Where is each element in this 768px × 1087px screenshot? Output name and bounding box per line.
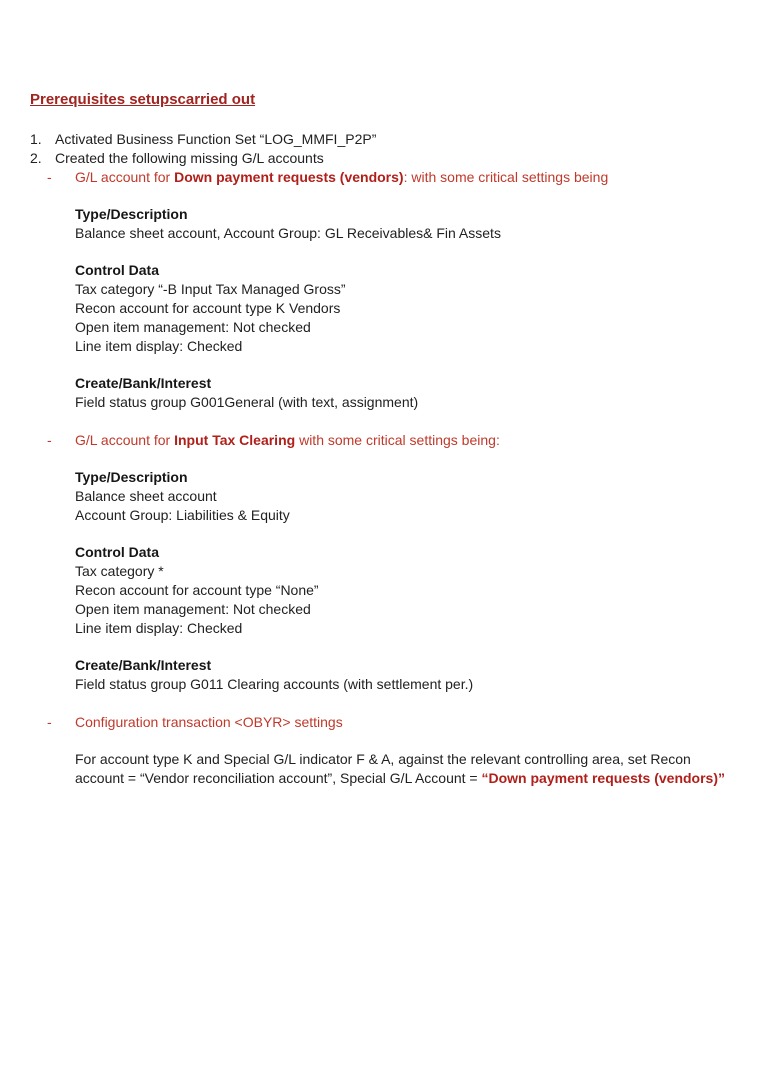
list-item-number: 1. xyxy=(30,131,42,147)
section-line: Field status group G011 Clearing accounts (with settlement per.) xyxy=(75,676,474,692)
section-heading: Type/Description xyxy=(75,206,188,222)
section-heading: Create/Bank/Interest xyxy=(75,657,212,673)
dash-bullet: - xyxy=(47,169,52,185)
bullet-text: Configuration transaction <OBYR> settings xyxy=(75,714,343,730)
section-type-description-1 xyxy=(75,205,737,243)
section-line: Open item management: Not checked xyxy=(75,601,311,617)
section-line: Open item management: Not checked xyxy=(75,319,311,335)
section-heading: Control Data xyxy=(75,262,159,278)
dash-bullet: - xyxy=(47,714,52,730)
bullet-text xyxy=(75,168,608,187)
bullet-text-suffix: with some critical settings being: xyxy=(295,432,500,448)
section-create-bank-interest-1 xyxy=(75,374,737,412)
list-item xyxy=(30,149,768,168)
section-line: Tax category * xyxy=(75,563,164,579)
dash-bullet: - xyxy=(47,432,52,448)
bullet-text-prefix: G/L account for xyxy=(75,432,175,448)
list-item-text: Created the following missing G/L accounts xyxy=(55,150,324,166)
prerequisites-list xyxy=(0,130,768,168)
list-item-text: Activated Business Function Set “LOG_MMFI_P2P” xyxy=(55,131,377,147)
bullet-text xyxy=(75,431,500,450)
section-line: Tax category “-B Input Tax Managed Gross” xyxy=(75,281,346,297)
section-heading: Create/Bank/Interest xyxy=(75,375,212,391)
bullet-text-suffix: : with some critical settings being xyxy=(403,169,609,185)
section-heading: Type/Description xyxy=(75,469,188,485)
section-control-data-2 xyxy=(75,543,737,638)
bullet-text-emphasis: Down payment requests (vendors) xyxy=(174,169,404,185)
section-type-description-2 xyxy=(75,468,737,525)
section-line: Balance sheet account xyxy=(75,488,217,504)
section-heading: Control Data xyxy=(75,544,159,560)
bullet-gl-account-down-payment xyxy=(0,168,768,187)
bullet-text-emphasis: Input Tax Clearing xyxy=(174,432,296,448)
bullet-gl-account-input-tax xyxy=(0,431,768,450)
closing-paragraph xyxy=(75,750,737,788)
section-line: Line item display: Checked xyxy=(75,338,243,354)
section-line: Recon account for account type “None” xyxy=(75,582,319,598)
bullet-configuration-obyr xyxy=(0,713,768,732)
list-item-number: 2. xyxy=(30,150,42,166)
section-line: Field status group G001General (with text, assignment) xyxy=(75,394,419,410)
section-line: Line item display: Checked xyxy=(75,620,243,636)
section-control-data-1 xyxy=(75,261,737,356)
bullet-text-prefix: G/L account for xyxy=(75,169,175,185)
closing-text-emphasis: “Down payment requests (vendors)” xyxy=(481,770,725,786)
closing-text: For account type K and Special G/L indicator F & A, against the relevant controlling area, set Recon account = “Vendor reconciliation account”, Special G/L Account = xyxy=(75,751,691,786)
section-line: Account Group: Liabilities & Equity xyxy=(75,507,290,523)
list-item xyxy=(30,130,768,149)
section-line: Balance sheet account, Account Group: GL Receivables& Fin Assets xyxy=(75,225,501,241)
page-title: Prerequisites setupscarried out xyxy=(30,91,256,108)
section-create-bank-interest-2 xyxy=(75,656,737,694)
section-line: Recon account for account type K Vendors xyxy=(75,300,341,316)
